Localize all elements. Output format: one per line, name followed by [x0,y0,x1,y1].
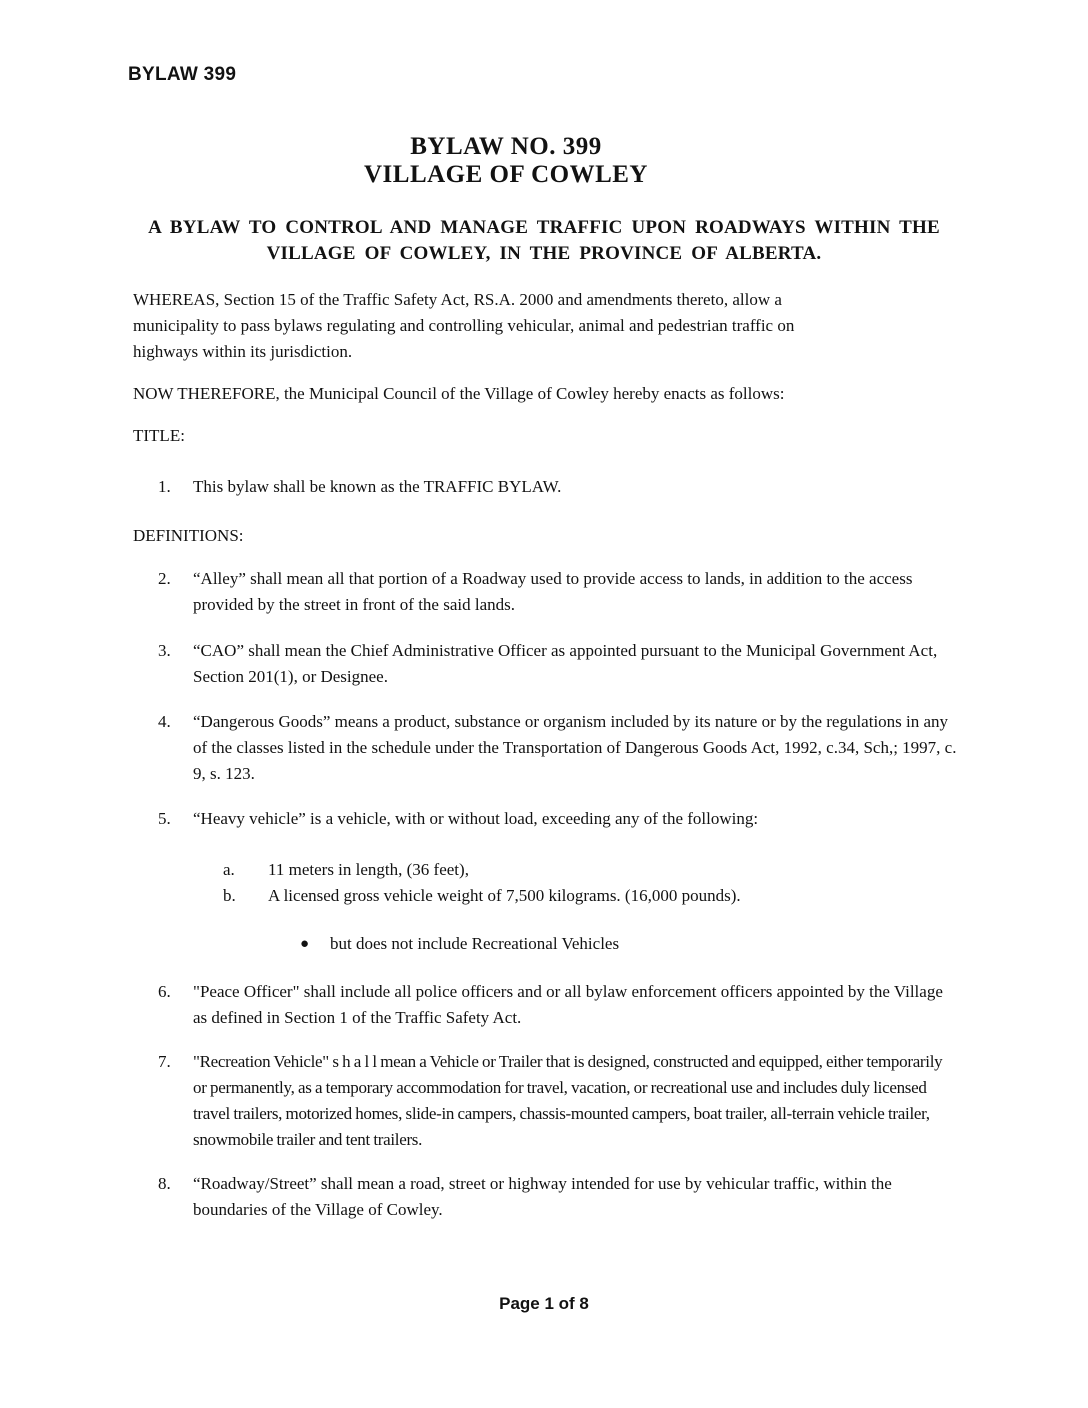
numbered-item-6 [158,979,958,1031]
sub-item-b [223,883,943,909]
item-5-number: 5. [158,809,171,828]
item-6-number: 6. [158,982,171,1001]
bullet-note [300,931,950,957]
whereas-clause: WHEREAS, Section 15 of the Traffic Safety Act, RS.A. 2000 and amendments thereto, allow a municipality to pass bylaws regulating and controlling vehicular, animal and pedestrian traffic on highways within its jurisdiction. [133,290,795,361]
subtitle-line-1: A BYLAW TO CONTROL AND MANAGE TRAFFIC UPON ROADWAYS WITHIN THE [148,217,940,238]
item-6-text: "Peace Officer" shall include all police officers and or all bylaw enforcement officers appointed by the Village as defined in Section 1 of the Traffic Safety Act. [193,982,943,1027]
numbered-item-2 [158,566,958,618]
bullet-icon: ● [300,936,310,952]
item-2-text: “Alley” shall mean all that portion of a Roadway used to provide access to lands, in addition to the access provided by the street in front of the said lands. [193,569,913,614]
section-heading-definitions: DEFINITIONS: [133,526,244,545]
item-8-number: 8. [158,1174,171,1193]
item-8-text: “Roadway/Street” shall mean a road, street or highway intended for use by vehicular traffic, within the boundaries of the Village of Cowley. [193,1174,892,1219]
page-footer: Page 1 of 8 [499,1294,589,1313]
item-1-text: This bylaw shall be known as the TRAFFIC BYLAW. [193,477,562,496]
section-heading-title: TITLE: [133,426,185,445]
sub-item-b-text: A licensed gross vehicle weight of 7,500 kilograms. (16,000 pounds). [268,886,741,905]
item-5-text: “Heavy vehicle” is a vehicle, with or without load, exceeding any of the following: [193,809,759,828]
bullet-note-text: but does not include Recreational Vehicles [330,934,620,953]
numbered-item-1 [158,474,958,500]
title-line-1: BYLAW NO. 399 [410,133,602,160]
numbered-item-8 [158,1171,958,1223]
numbered-item-5 [158,806,958,832]
numbered-item-4 [158,709,958,787]
enactment-clause: NOW THEREFORE, the Municipal Council of the Village of Cowley hereby enacts as follows: [133,384,785,403]
sub-item-a-marker: a. [223,860,235,879]
item-2-number: 2. [158,569,171,588]
heavy-vehicle-sub-list [223,857,1088,909]
numbered-item-3 [158,638,958,690]
sub-item-a-text: 11 meters in length, (36 feet), [268,860,469,879]
item-4-number: 4. [158,712,171,731]
subtitle-line-2: VILLAGE OF COWLEY, IN THE PROVINCE OF ALBERTA. [266,243,822,264]
title-line-2: VILLAGE OF COWLEY [363,161,648,188]
numbered-item-7 [158,1049,958,1153]
document-header-label: BYLAW 399 [128,64,237,85]
item-7-text: "Recreation Vehicle" s h a l l mean a Vehicle or Trailer that is designed, constructed and equipped, either temporarily or permanently, as a temporary accommodation for travel, vacation, or recreational use and includes duly licensed travel trailers, motorized homes, slide-in campers, chassis-mounted campers, boat trailer, all-terrain vehicle trailer, snowmobile trailer and tent trailers. [193,1052,943,1149]
sub-item-a [223,857,943,883]
item-1-number: 1. [158,477,171,496]
document-title [0,133,1012,189]
item-3-number: 3. [158,641,171,660]
item-3-text: “CAO” shall mean the Chief Administrative Officer as appointed pursuant to the Municipal Government Act, Section 201(1), or Designee. [193,641,938,686]
item-4-text: “Dangerous Goods” means a product, substance or organism included by its nature or by the regulations in any of the classes listed in the schedule under the Transportation of Dangerous Goods Act, 1992, c.34, Sch,; 1997, c. 9, s. 123. [193,712,957,783]
item-7-number: 7. [158,1052,171,1071]
document-subtitle [0,215,1088,267]
sub-item-b-marker: b. [223,886,236,905]
